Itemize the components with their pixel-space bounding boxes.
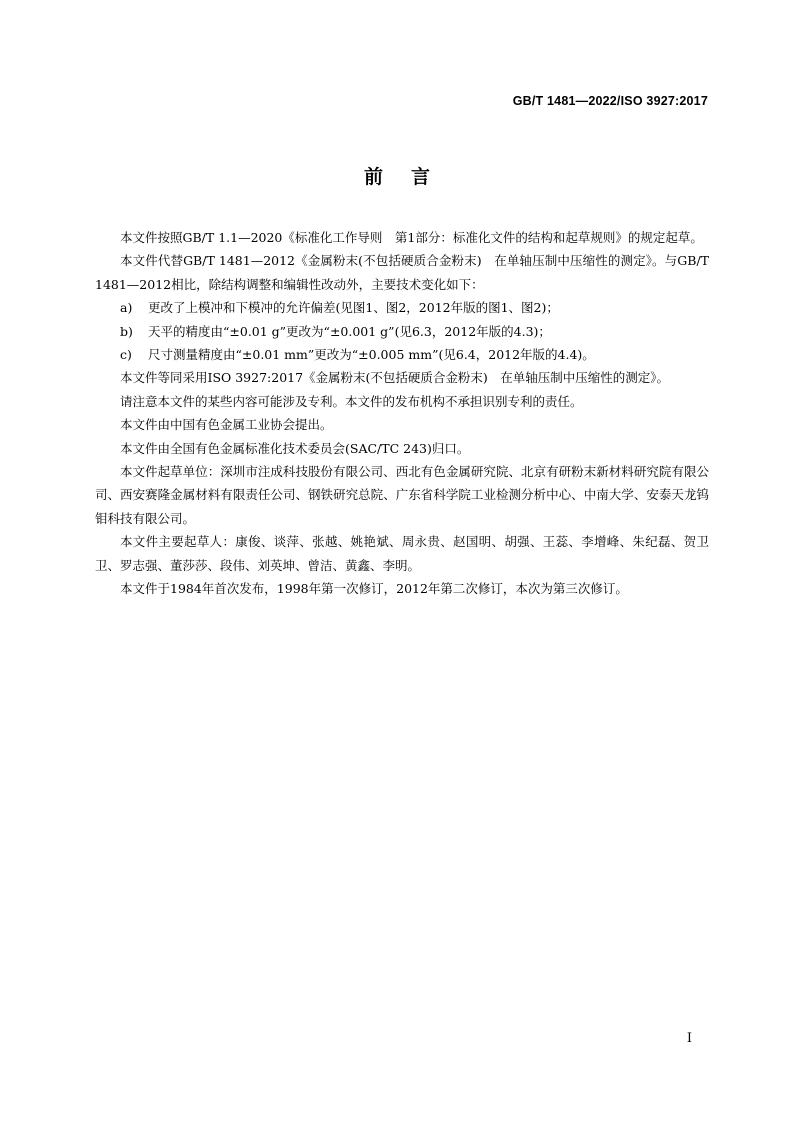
list-item-text: 天平的精度由“±0.01 g”更改为“±0.001 g”(见6.3，2012年版的4.3)；: [148, 323, 551, 339]
committee-paragraph: 本文件由全国有色金属标准化技术委员会(SAC/TC 243)归口。: [120, 440, 470, 456]
page-title: 前言: [363, 166, 458, 188]
proposer-paragraph: 本文件由中国有色金属工业协会提出。: [120, 417, 333, 433]
revision-history-paragraph: 本文件于1984年首次发布，1998年第一次修订，2012年第二次修订，本次为第三次修订。: [120, 581, 628, 597]
list-item: [95, 320, 709, 343]
list-item: [95, 296, 709, 319]
drafting-units-paragraph: 本文件起草单位：深圳市注成科技股份有限公司、西北有色金属研究院、北京有研粉末新材料研究院有限公司、西安赛隆金属材料有限责任公司、钢铁研究总院、广东省科学院工业检测分析中心、中南大学、安泰天龙钨钼科技有限公司。: [95, 464, 709, 526]
list-item-text: 尺寸测量精度由“±0.01 mm”更改为“±0.005 mm”(见6.4，2012年版的4.4)。: [148, 347, 595, 363]
iso-adoption-paragraph: 本文件等同采用ISO 3927:2017《金属粉末(不包括硬质合金粉末) 在单轴压制中压缩性的测定》。: [120, 370, 670, 386]
drafters-paragraph: 本文件主要起草人：康俊、谈萍、张越、姚艳斌、周永贵、赵国明、胡强、王蕊、李增峰、朱纪磊、贺卫卫、罗志强、董莎莎、段伟、刘英坤、曾洁、黄鑫、李明。: [95, 534, 709, 573]
page-number: I: [686, 1031, 692, 1046]
list-item-text: 更改了上模冲和下模冲的允许偏差(见图1、图2，2012年版的图1、图2)；: [148, 300, 559, 316]
patent-notice-paragraph: 请注意本文件的某些内容可能涉及专利。本文件的发布机构不承担识别专利的责任。: [120, 393, 583, 409]
list-item-marker: a): [120, 300, 133, 316]
drafting-rules-paragraph: 本文件按照GB/T 1.1—2020《标准化工作导则 第1部分：标准化文件的结构和起草规则》的规定起草。: [120, 230, 703, 245]
list-item: [95, 343, 709, 366]
replacement-paragraph: 本文件代替GB/T 1481—2012《金属粉末(不包括硬质合金粉末) 在单轴压制中压缩性的测定》。与GB/T 1481—2012相比，除结构调整和编辑性改动外，主要技术变化如下：: [95, 253, 709, 292]
standard-code-header: GB/T 1481—2022/ISO 3927:2017: [512, 94, 708, 108]
list-item-marker: c): [120, 347, 132, 363]
foreword-body: [95, 226, 709, 601]
technical-changes-list: [95, 296, 709, 366]
list-item-marker: b): [120, 323, 133, 339]
